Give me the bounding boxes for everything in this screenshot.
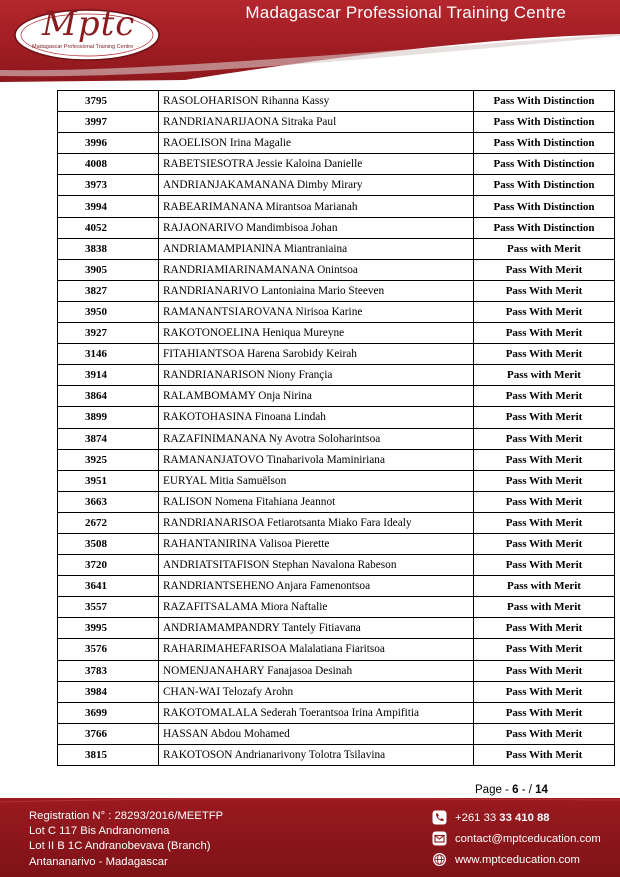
website-url[interactable]: www.mptceducation.com <box>455 853 580 866</box>
candidate-id: 3699 <box>58 702 159 723</box>
table-row <box>58 428 615 449</box>
candidate-name: RAJAONARIVO Mandimbisoa Johan <box>159 217 474 238</box>
email-icon <box>432 831 447 846</box>
table-row <box>58 259 615 280</box>
candidate-result: Pass with Merit <box>474 238 615 259</box>
table-row <box>58 597 615 618</box>
candidate-result: Pass With Merit <box>474 533 615 554</box>
candidate-id: 4008 <box>58 154 159 175</box>
candidate-result: Pass With Distinction <box>474 112 615 133</box>
table-row <box>58 470 615 491</box>
candidate-name: RAZAFINIMANANA Ny Avotra Soloharintsoa <box>159 428 474 449</box>
page-title: Madagascar Professional Training Centre <box>245 3 566 22</box>
candidate-result: Pass With Distinction <box>474 217 615 238</box>
table-row <box>58 386 615 407</box>
page-current: 6 <box>512 784 519 796</box>
candidate-id: 3997 <box>58 112 159 133</box>
candidate-id: 3973 <box>58 175 159 196</box>
candidate-name: ANDRIANJAKAMANANA Dimby Mirary <box>159 175 474 196</box>
phone-main: 33 410 88 <box>499 811 550 824</box>
candidate-name: FITAHIANTSOA Harena Sarobidy Keirah <box>159 344 474 365</box>
table-row <box>58 365 615 386</box>
candidate-id: 2672 <box>58 512 159 533</box>
candidate-result: Pass With Merit <box>474 280 615 301</box>
candidate-id: 3914 <box>58 365 159 386</box>
address-line-2: Lot II B 1C Andranobevava (Branch) <box>29 840 211 853</box>
candidate-result: Pass With Merit <box>474 639 615 660</box>
candidate-name: NOMENJANAHARY Fanajasoa Desinah <box>159 660 474 681</box>
contact-website <box>432 849 601 870</box>
candidate-id: 4052 <box>58 217 159 238</box>
candidate-name: RAMANANJATOVO Tinaharivola Maminiriana <box>159 449 474 470</box>
candidate-id: 3795 <box>58 91 159 112</box>
table-row <box>58 618 615 639</box>
globe-icon <box>432 852 447 867</box>
candidate-result: Pass with Merit <box>474 365 615 386</box>
candidate-id: 3995 <box>58 618 159 639</box>
candidate-name: RAZAFITSALAMA Miora Naftalie <box>159 597 474 618</box>
candidate-id: 3641 <box>58 576 159 597</box>
phone-icon <box>432 810 447 825</box>
candidate-id: 3864 <box>58 386 159 407</box>
candidate-name: CHAN-WAI Telozafy Arohn <box>159 681 474 702</box>
candidate-result: Pass With Merit <box>474 428 615 449</box>
candidate-result: Pass With Merit <box>474 470 615 491</box>
candidate-id: 3984 <box>58 681 159 702</box>
table-row <box>58 702 615 723</box>
table-row <box>58 491 615 512</box>
candidate-name: RAKOTONOELINA Heniqua Mureyne <box>159 323 474 344</box>
table-row <box>58 175 615 196</box>
candidate-name: EURYAL Mitia Samuëlson <box>159 470 474 491</box>
candidate-result: Pass With Distinction <box>474 133 615 154</box>
candidate-id: 3815 <box>58 744 159 765</box>
candidate-result: Pass With Merit <box>474 407 615 428</box>
table-row <box>58 407 615 428</box>
logo-text: Mptc <box>42 4 136 44</box>
candidate-result: Pass With Distinction <box>474 175 615 196</box>
candidate-id: 3994 <box>58 196 159 217</box>
table-row <box>58 681 615 702</box>
contact-email <box>432 828 601 849</box>
phone-number <box>455 812 550 824</box>
table-row <box>58 323 615 344</box>
candidate-name: RANDRIANARIVO Lantoniaina Mario Steeven <box>159 280 474 301</box>
page-header <box>0 0 620 82</box>
email-address[interactable]: contact@mptceducation.com <box>455 832 601 845</box>
results-table-body <box>58 91 615 766</box>
table-row <box>58 660 615 681</box>
candidate-name: ANDRIATSITAFISON Stephan Navalona Rabeson <box>159 555 474 576</box>
candidate-id: 3996 <box>58 133 159 154</box>
candidate-result: Pass With Distinction <box>474 154 615 175</box>
candidate-name: RALISON Nomena Fitahiana Jeannot <box>159 491 474 512</box>
candidate-result: Pass With Merit <box>474 259 615 280</box>
table-row <box>58 217 615 238</box>
table-row <box>58 512 615 533</box>
table-row <box>58 301 615 322</box>
candidate-name: RAKOTOMALALA Sederah Toerantsoa Irina Ampifitia <box>159 702 474 723</box>
candidate-result: Pass with Merit <box>474 576 615 597</box>
candidate-id: 3720 <box>58 555 159 576</box>
candidate-result: Pass With Merit <box>474 744 615 765</box>
candidate-id: 3827 <box>58 280 159 301</box>
candidate-id: 3766 <box>58 723 159 744</box>
candidate-result: Pass With Distinction <box>474 196 615 217</box>
candidate-id: 3557 <box>58 597 159 618</box>
logo-tagline: Madagascar Professional Training Centre <box>32 44 134 50</box>
candidate-name: ANDRIAMAMPIANINA Miantraniaina <box>159 238 474 259</box>
footer-contact <box>432 807 601 870</box>
candidate-name: RALAMBOMAMY Onja Nirina <box>159 386 474 407</box>
candidate-result: Pass With Merit <box>474 512 615 533</box>
candidate-id: 3951 <box>58 470 159 491</box>
candidate-result: Pass With Merit <box>474 681 615 702</box>
candidate-id: 3663 <box>58 491 159 512</box>
candidate-name: RANDRIANTSEHENO Anjara Famenontsoa <box>159 576 474 597</box>
candidate-result: Pass With Merit <box>474 555 615 576</box>
candidate-name: RAMANANTSIAROVANA Nirisoa Karine <box>159 301 474 322</box>
candidate-name: RAKOTOHASINA Finoana Lindah <box>159 407 474 428</box>
results-table <box>57 90 615 766</box>
table-row <box>58 238 615 259</box>
table-row <box>58 576 615 597</box>
candidate-result: Pass With Merit <box>474 491 615 512</box>
table-row <box>58 196 615 217</box>
table-row <box>58 280 615 301</box>
candidate-name: RANDRIANARISON Niony Françia <box>159 365 474 386</box>
table-row <box>58 91 615 112</box>
candidate-name: ANDRIAMAMPANDRY Tantely Fitiavana <box>159 618 474 639</box>
candidate-result: Pass With Merit <box>474 344 615 365</box>
phone-prefix: +261 33 <box>455 811 500 824</box>
candidate-name: RAHANTANIRINA Valisoa Pierette <box>159 533 474 554</box>
table-row <box>58 533 615 554</box>
candidate-id: 3783 <box>58 660 159 681</box>
candidate-result: Pass with Merit <box>474 597 615 618</box>
address-line-3: Antananarivo - Madagascar <box>29 855 168 868</box>
candidate-name: RABEARIMANANA Mirantsoa Marianah <box>159 196 474 217</box>
candidate-id: 3899 <box>58 407 159 428</box>
page-footer <box>0 798 620 877</box>
page-number <box>475 784 548 796</box>
candidate-id: 3576 <box>58 639 159 660</box>
candidate-result: Pass With Merit <box>474 301 615 322</box>
candidate-result: Pass With Merit <box>474 660 615 681</box>
candidate-result: Pass With Merit <box>474 702 615 723</box>
candidate-id: 3925 <box>58 449 159 470</box>
page-label: Page - <box>475 784 509 796</box>
candidate-name: RANDRIANARISOA Fetiarotsanta Miako Fara Idealy <box>159 512 474 533</box>
candidate-name: RAKOTOSON Andrianarivony Tolotra Tsilavina <box>159 744 474 765</box>
candidate-result: Pass With Merit <box>474 618 615 639</box>
table-row <box>58 744 615 765</box>
candidate-name: RANDRIAMIARINAMANANA Onintsoa <box>159 259 474 280</box>
candidate-name: RABETSIESOTRA Jessie Kaloina Danielle <box>159 154 474 175</box>
table-row <box>58 555 615 576</box>
page-separator: - / <box>521 784 532 796</box>
candidate-result: Pass With Merit <box>474 723 615 744</box>
candidate-id: 3508 <box>58 533 159 554</box>
candidate-id: 3927 <box>58 323 159 344</box>
table-row <box>58 154 615 175</box>
table-row <box>58 639 615 660</box>
table-row <box>58 449 615 470</box>
table-row <box>58 112 615 133</box>
candidate-name: RAHARIMAHEFARISOA Malalatiana Fiaritsoa <box>159 639 474 660</box>
candidate-id: 3146 <box>58 344 159 365</box>
candidate-id: 3950 <box>58 301 159 322</box>
candidate-id: 3874 <box>58 428 159 449</box>
logo <box>12 4 162 63</box>
candidate-result: Pass With Merit <box>474 386 615 407</box>
page-total: 14 <box>535 784 548 796</box>
address-line-1: Lot C 117 Bis Andranomena <box>29 825 170 838</box>
candidate-name: RANDRIANARIJAONA Sitraka Paul <box>159 112 474 133</box>
candidate-name: RAOELISON Irina Magalie <box>159 133 474 154</box>
registration-number: Registration N° : 28293/2016/MEETFP <box>29 810 224 822</box>
candidate-id: 3838 <box>58 238 159 259</box>
table-row <box>58 133 615 154</box>
table-row <box>58 344 615 365</box>
contact-phone <box>432 807 601 828</box>
footer-address <box>29 809 223 870</box>
candidate-result: Pass With Merit <box>474 449 615 470</box>
candidate-name: RASOLOHARISON Rihanna Kassy <box>159 91 474 112</box>
candidate-result: Pass With Distinction <box>474 91 615 112</box>
candidate-result: Pass With Merit <box>474 323 615 344</box>
candidate-name: HASSAN Abdou Mohamed <box>159 723 474 744</box>
candidate-id: 3905 <box>58 259 159 280</box>
table-row <box>58 723 615 744</box>
